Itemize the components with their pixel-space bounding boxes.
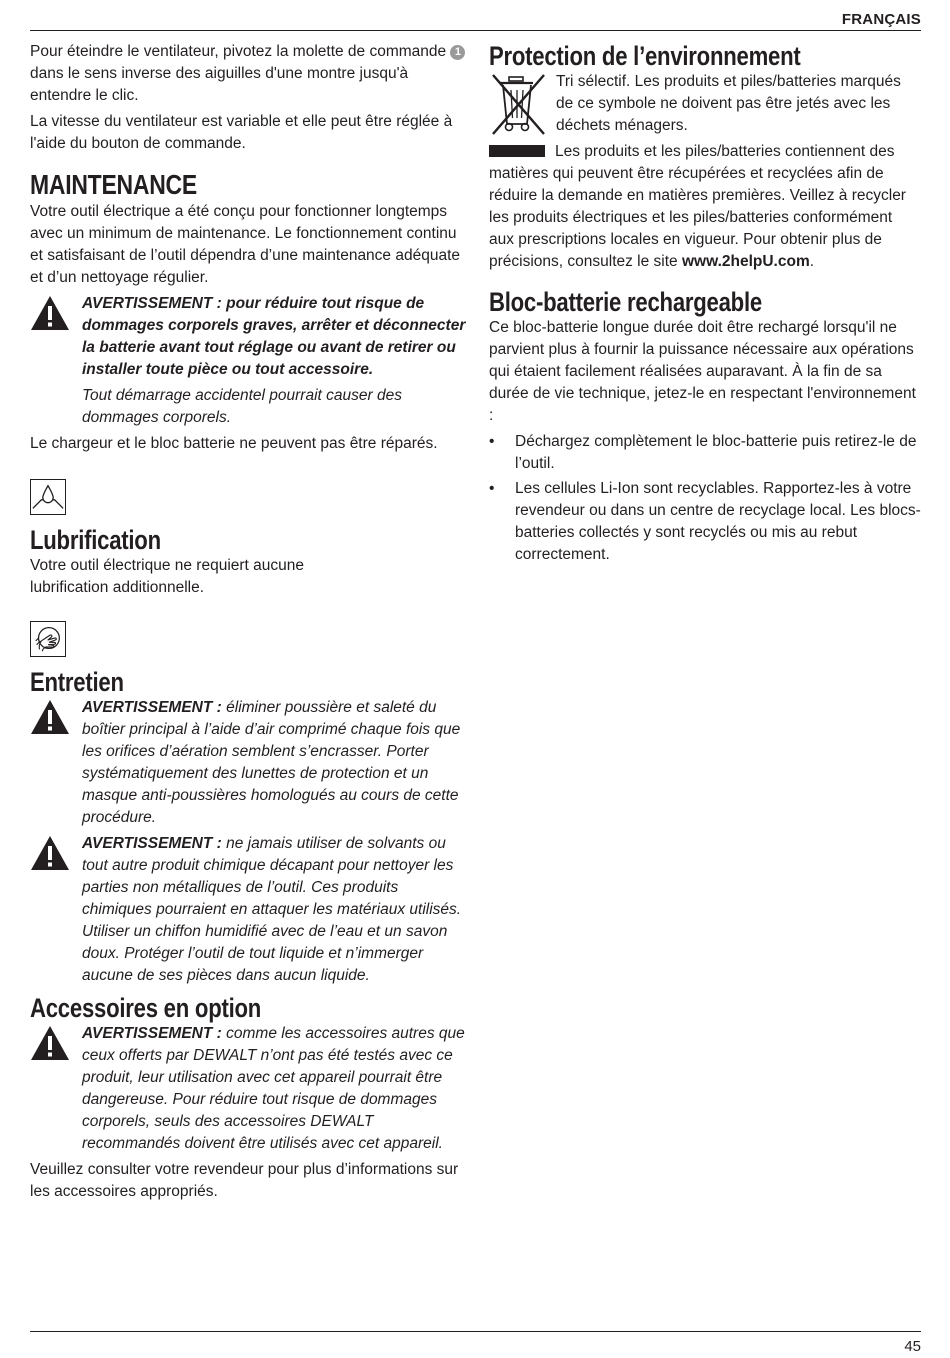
warning-2-label: AVERTISSEMENT : <box>82 699 222 716</box>
warning-triangle-icon <box>30 835 70 871</box>
warning-triangle-icon <box>30 295 70 331</box>
list-item <box>489 478 921 566</box>
crossed-out-bin-icon <box>489 72 548 136</box>
warning-block-4 <box>30 1023 466 1155</box>
bullet-dot: • <box>489 433 495 450</box>
warning-3-body: ne jamais utiliser de solvants ou tout autre produit chimique décapant pour nettoyer les parties non métalliques de l’outil. Ces produits chimiques pourraient en attaquer les matériaux utilisés. Utiliser un chiffon humidifié avec de l’eau et un savon doux. Protéger l’outil de tout liquide et n’immerger aucune de ses pièces dans aucun liquide. <box>82 835 462 984</box>
battery-heading: Bloc-batterie rechargeable <box>489 287 762 317</box>
fan-speed-paragraph: La vitesse du ventilateur est variable et elle peut être réglée à l'aide du bouton de commande. <box>30 113 453 152</box>
website-link[interactable]: www.2helpU.com <box>681 253 810 270</box>
recycling-paragraph <box>489 141 921 273</box>
warning-1-strong: AVERTISSEMENT : pour réduire tout risque de dommages corporels graves, arrêter et déconnecter la batterie avant tout réglage ou avant de retirer ou installer toute pièce ou tout accessoire. <box>82 295 466 378</box>
page-number: 45 <box>904 1338 921 1355</box>
warning-2-text <box>82 697 466 829</box>
accessoires-body: Veuillez consulter votre revendeur pour plus d’informations sur les accessoires appropriés. <box>30 1161 459 1200</box>
warning-block-1 <box>30 293 466 429</box>
oil-drop-icon <box>30 479 66 515</box>
fan-off-text-before: Pour éteindre le ventilateur, pivotez la molette de commande <box>30 43 447 60</box>
warning-2-body: éliminer poussière et saleté du boîtier principal à l’aide d’air comprimé chaque fois que les orifices d’aération semblent s’encrasser. Porter systématiquement des lunettes de protection et un masque anti-poussières homologués au cours de cette procédure. <box>82 699 461 826</box>
accessoires-heading: Accessoires en option <box>30 993 262 1023</box>
warning-block-3 <box>30 833 466 987</box>
warning-4-label: AVERTISSEMENT : <box>82 1025 222 1042</box>
maintenance-body: Votre outil électrique a été conçu pour fonctionner longtemps avec un minimum de maintenance. Le fonctionnement continu et satisfaisant de l’outil dépendra d’une maintenance adéquate et d’un nettoyage régulier. <box>30 203 461 286</box>
maintenance-heading: MAINTENANCE <box>30 169 197 200</box>
header-language: FRANÇAIS <box>841 11 921 28</box>
warning-3-text <box>82 833 466 987</box>
environment-heading: Protection de l’environnement <box>489 41 801 71</box>
header-divider <box>30 30 921 31</box>
charger-note: Le chargeur et le bloc batterie ne peuvent pas être réparés. <box>30 435 438 452</box>
entretien-heading: Entretien <box>30 667 124 697</box>
warning-3-label: AVERTISSEMENT : <box>82 835 222 852</box>
fan-off-text-after: dans le sens inverse des aiguilles d'une montre jusqu'à entendre le clic. <box>30 65 409 104</box>
right-column <box>489 41 921 569</box>
warning-triangle-icon <box>30 1025 70 1061</box>
bullet-text: Les cellules Li-Ion sont recyclables. Rapportez-les à votre revendeur ou dans un centre de recyclage local. Les blocs-batteries collectés y sont recyclés ou mis au rebut correctement. <box>515 480 921 563</box>
warning-1-em: Tout démarrage accidentel pourrait causer des dommages corporels. <box>82 387 402 426</box>
footer-divider <box>30 1331 921 1332</box>
weee-row <box>489 71 921 137</box>
separate-collection-bar <box>489 145 545 157</box>
recycling-text-after: . <box>809 253 815 270</box>
bullet-dot: • <box>489 480 495 497</box>
warning-4-body: comme les accessoires autres que ceux offerts par DEWALT n’ont pas été testés avec ce produit, leur utilisation avec cet appareil pourrait être dangereuse. Pour réduire tout risque de dommages corporels, seuls des accessoires DEWALT recommandés doivent être utilisés avec cet appareil. <box>82 1025 465 1152</box>
lubrification-body: Votre outil électrique ne requiert aucune lubrification additionnelle. <box>30 557 305 596</box>
callout-number-badge: 1 <box>450 45 465 60</box>
tri-selectif-text: Tri sélectif. Les produits et piles/batteries marqués de ce symbole ne doivent pas être jetés avec les déchets ménagers. <box>556 73 901 134</box>
recycling-text-before: Les produits et les piles/batteries contiennent des matières qui peuvent être récupérées et recyclées afin de réduire la demande en matières premières. Veillez à recycler les produits électriques et les piles/batteries conformément aux prescriptions locales en vigueur. Pour obtenir plus de précisions, consultez le site <box>489 143 906 270</box>
hand-cleaning-icon <box>30 621 66 657</box>
bullet-text: Déchargez complètement le bloc-batterie puis retirez-le de l’outil. <box>515 433 917 472</box>
battery-bullet-list <box>489 431 921 566</box>
lubrification-heading: Lubrification <box>30 525 161 555</box>
left-column <box>30 41 466 1207</box>
fan-off-paragraph <box>30 41 466 107</box>
battery-body: Ce bloc-batterie longue durée doit être rechargé lorsqu'il ne parvient plus à fournir la puissance nécessaire aux opérations qui étaient facilement réalisées auparavant. À la fin de sa durée de vie technique, jetez-le en respectant l'environnement : <box>489 319 916 424</box>
warning-block-2 <box>30 697 466 829</box>
warning-triangle-icon <box>30 699 70 735</box>
warning-4-text <box>82 1023 466 1155</box>
list-item <box>489 431 921 475</box>
